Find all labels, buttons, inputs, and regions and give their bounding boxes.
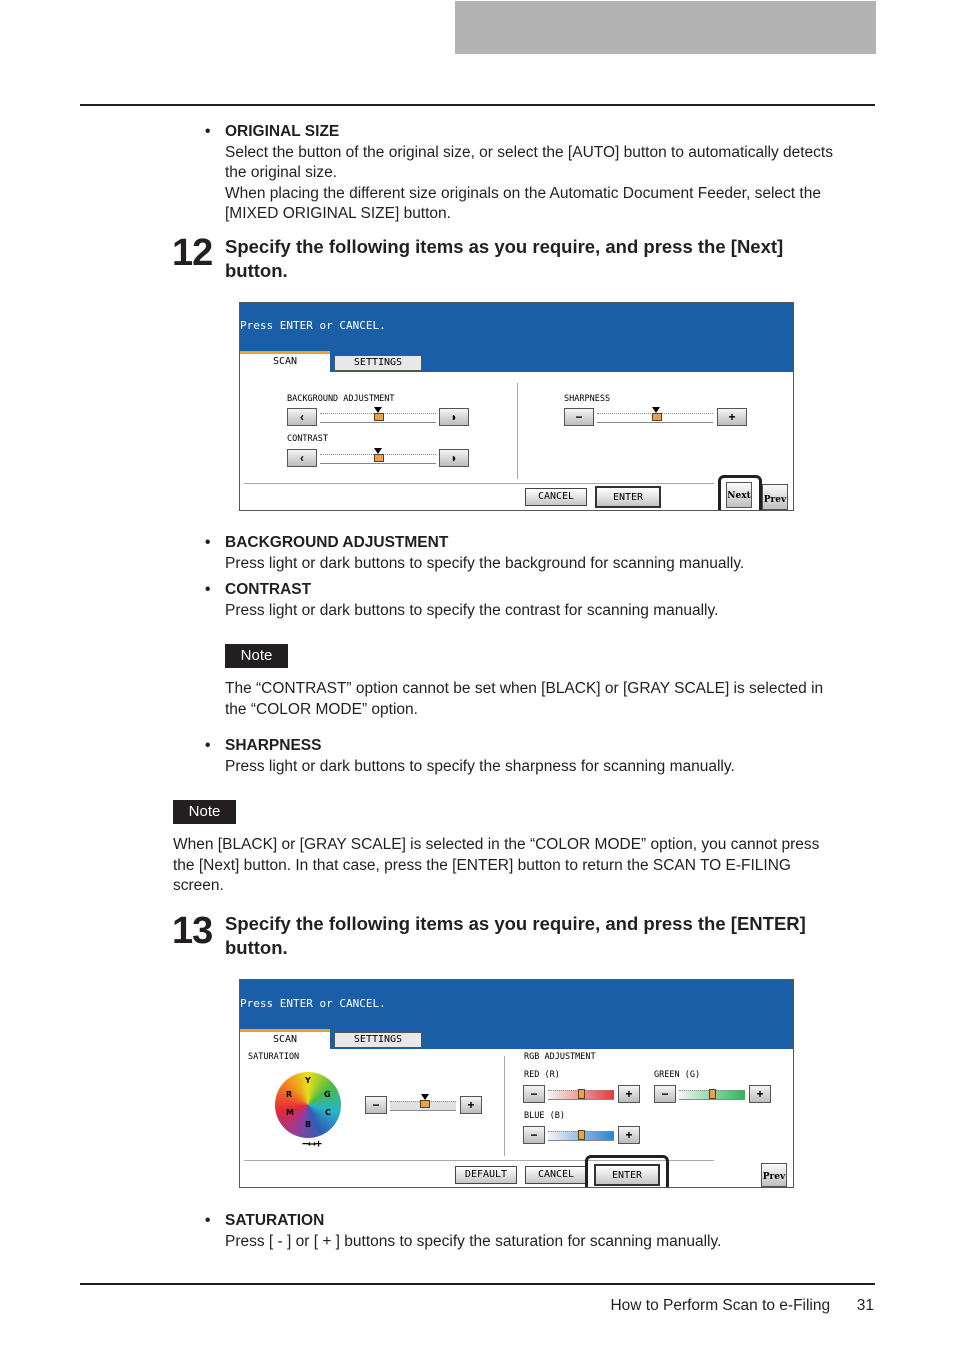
note-line: The “CONTRAST” option cannot be set when [BLACK] or [GRAY SCALE] is selected in: [225, 680, 824, 697]
step-line: Specify the following items as you require, and press the [Next]: [225, 236, 784, 257]
saturation-slider-knob[interactable]: [420, 1100, 430, 1108]
rgb-adjustment-label: RGB ADJUSTMENT: [524, 1052, 596, 1062]
bullet-sharpness: [205, 736, 875, 777]
saturation-minus-button[interactable]: −: [365, 1096, 387, 1114]
sharpness-plus-button[interactable]: +: [717, 408, 747, 426]
green-minus-button[interactable]: −: [654, 1085, 676, 1103]
step-heading: [225, 235, 875, 283]
bullet-body: Press light or dark buttons to specify the background for scanning manually.: [225, 554, 745, 572]
note-line: the [Next] button. In that case, press the [ENTER] button to return the SCAN TO E-FILING: [173, 856, 791, 874]
sharpness-minus-button[interactable]: −: [564, 408, 594, 426]
next-button[interactable]: Next: [726, 482, 752, 508]
bullet-dot: •: [205, 581, 211, 598]
bullet-title: SHARPNESS: [225, 737, 322, 754]
red-slider-knob[interactable]: [578, 1089, 585, 1099]
wheel-label-y: Y: [305, 1076, 311, 1085]
sharpness-label: SHARPNESS: [564, 394, 611, 404]
minus-plus-arrow-icon: −⟷+: [302, 1137, 322, 1150]
bullet-saturation: [205, 1211, 875, 1252]
bullet-body: Press light or dark buttons to specify the contrast for scanning manually.: [225, 601, 719, 619]
green-slider-knob[interactable]: [709, 1089, 716, 1099]
page-footer: [610, 1297, 874, 1315]
tab-settings[interactable]: SETTINGS: [334, 1032, 422, 1048]
step-number: 12: [172, 232, 213, 274]
bullet-contrast: [205, 580, 875, 621]
footer-section-title: How to Perform Scan to e-Filing: [610, 1297, 831, 1314]
saturation-plus-button[interactable]: +: [460, 1096, 482, 1114]
note-line: When [BLACK] or [GRAY SCALE] is selected in the “COLOR MODE” option, you cannot press: [173, 836, 820, 853]
cancel-button[interactable]: CANCEL: [525, 488, 587, 506]
wheel-label-b: B: [305, 1120, 312, 1129]
note-line: screen.: [173, 877, 224, 894]
note-line: the “COLOR MODE” option.: [225, 700, 418, 718]
bullet-body: Press [ - ] or [ + ] buttons to specify the saturation for scanning manually.: [225, 1232, 722, 1250]
green-plus-button[interactable]: +: [749, 1085, 771, 1103]
contrast-light-button[interactable]: ‹: [287, 449, 317, 467]
contrast-label: CONTRAST: [287, 434, 328, 444]
blue-label: BLUE (B): [524, 1111, 565, 1121]
bullet-body: [225, 143, 875, 225]
wheel-label-c: C: [325, 1108, 331, 1117]
saturation-label: SATURATION: [248, 1052, 300, 1062]
note-text: [225, 679, 875, 720]
contrast-slider-knob[interactable]: [374, 454, 384, 462]
step-line: Specify the following items as you require, and press the [ENTER]: [225, 913, 806, 934]
body-line: When placing the different size originals on the Automatic Document Feeder, select the: [225, 184, 821, 202]
bullet-title: CONTRAST: [225, 581, 312, 598]
tab-scan[interactable]: SCAN: [240, 1029, 330, 1049]
bullet-body: Press light or dark buttons to specify the sharpness for scanning manually.: [225, 757, 735, 775]
bottom-rule: [80, 1283, 875, 1285]
wheel-label-r: R: [286, 1090, 293, 1099]
bullet-original-size: [205, 122, 875, 225]
step-line: button.: [225, 937, 288, 958]
step-number: 13: [172, 910, 213, 952]
sharpness-slider-knob[interactable]: [652, 413, 662, 421]
blue-slider-knob[interactable]: [578, 1130, 585, 1140]
body-line: Select the button of the original size, or select the [AUTO] button to automatically detects: [225, 143, 833, 161]
screenshot-scan-color: [239, 979, 794, 1188]
cancel-button[interactable]: CANCEL: [525, 1166, 587, 1184]
contrast-dark-button[interactable]: ◗: [439, 449, 469, 467]
red-minus-button[interactable]: −: [523, 1085, 545, 1103]
bullet-title: ORIGINAL SIZE: [225, 123, 340, 140]
prev-button[interactable]: Prev: [761, 1163, 787, 1187]
enter-button[interactable]: ENTER: [594, 1164, 660, 1186]
bullet-background-adjustment: [205, 533, 875, 574]
bg-light-button[interactable]: ‹: [287, 408, 317, 426]
body-line: [MIXED ORIGINAL SIZE] button.: [225, 205, 451, 222]
green-label: GREEN (G): [654, 1070, 701, 1080]
bg-slider-knob[interactable]: [374, 413, 384, 421]
wheel-label-m: M: [286, 1108, 294, 1117]
divider: [244, 483, 714, 484]
bullet-dot: •: [205, 123, 211, 140]
enter-button[interactable]: ENTER: [595, 486, 661, 508]
divider: [517, 383, 518, 479]
wheel-label-g: G: [324, 1090, 331, 1099]
note-badge: Note: [173, 800, 236, 824]
step-heading: [225, 912, 875, 960]
bullet-dot: •: [205, 1212, 211, 1229]
header-tab: [455, 1, 876, 54]
bullet-dot: •: [205, 737, 211, 754]
note-text: [173, 835, 875, 897]
red-label: RED (R): [524, 1070, 560, 1080]
step-line: button.: [225, 260, 288, 281]
divider: [504, 1056, 505, 1156]
blue-minus-button[interactable]: −: [523, 1126, 545, 1144]
page-number: 31: [856, 1297, 874, 1314]
blue-plus-button[interactable]: +: [618, 1126, 640, 1144]
bullet-title: SATURATION: [225, 1212, 325, 1229]
background-adjustment-label: BACKGROUND ADJUSTMENT: [287, 394, 395, 404]
note-badge: Note: [225, 644, 288, 668]
screen-message: Press ENTER or CANCEL.: [240, 997, 386, 1010]
tab-scan[interactable]: SCAN: [240, 351, 330, 372]
bg-dark-button[interactable]: ◗: [439, 408, 469, 426]
body-line: the original size.: [225, 164, 338, 181]
bullet-title: BACKGROUND ADJUSTMENT: [225, 534, 449, 551]
bullet-dot: •: [205, 534, 211, 551]
red-plus-button[interactable]: +: [618, 1085, 640, 1103]
screenshot-scan-settings: [239, 302, 794, 511]
prev-button[interactable]: Prev: [762, 484, 788, 510]
default-button[interactable]: DEFAULT: [455, 1166, 517, 1184]
tab-settings[interactable]: SETTINGS: [334, 355, 422, 371]
top-rule: [80, 104, 875, 106]
screen-message: Press ENTER or CANCEL.: [240, 319, 386, 332]
